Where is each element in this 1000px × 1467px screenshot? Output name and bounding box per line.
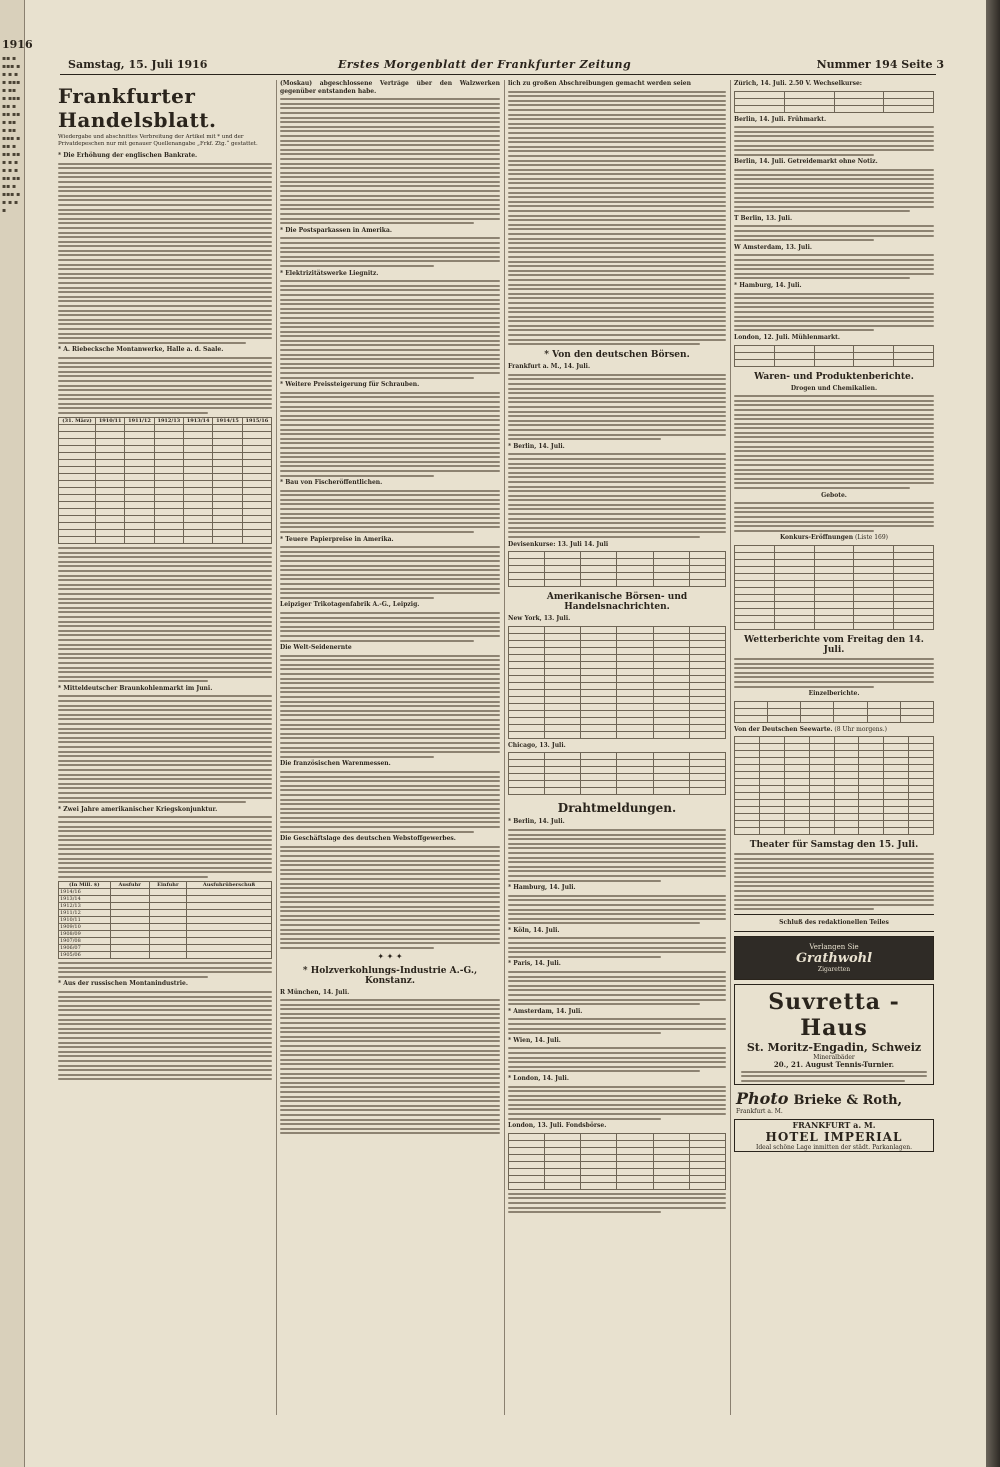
devisen-heading: Devisenkurse: 13. Juli 14. Juli — [508, 540, 609, 548]
section-subtitle: Wiedergabe und abschnittes Verbreitung der Artikel mit * und der Privatdepeschen nur mit genauer Quellenangabe „Frkf. Ztg.“ gestattet. — [58, 134, 258, 147]
article-lead: * Wien, 14. Juli. — [508, 1036, 561, 1044]
market-heading: New York, 13. Juli. — [508, 615, 571, 623]
article-heading: Die Welt-Seidenernte — [280, 644, 352, 652]
newyork-table — [508, 626, 726, 739]
article-text — [280, 612, 500, 642]
article-text — [508, 1018, 726, 1034]
editorial-end-notice: Schluß des redaktionellen Teiles — [779, 919, 889, 927]
section-heading: Wetterberichte vom Freitag den 14. Juli. — [744, 634, 924, 655]
ad-grathwohl: Verlangen Sie Grathwohl Zigaretten — [734, 936, 934, 980]
article-lead: lich zu großen Abschreibungen gemacht werden seien — [508, 80, 691, 87]
zurich-table — [734, 91, 934, 113]
article-text — [734, 254, 934, 279]
article-lead: * Berlin, 14. Juli. — [508, 442, 565, 450]
article-text — [734, 225, 934, 241]
article-heading: * Elektrizitätswerke Liegnitz. — [280, 269, 379, 277]
article-text — [280, 280, 500, 378]
article-text — [58, 695, 272, 803]
market-heading: Berlin, 14. Juli. Frühmarkt. — [734, 115, 827, 123]
market-heading: London, 13. Juli. Fondsbörse. — [508, 1122, 607, 1130]
article-heading: * Weitere Preissteigerung für Schrauben. — [280, 381, 420, 389]
ad-hotel-imperial: FRANKFURT a. M. HOTEL IMPERIAL Ideal schöne Lage inmitten der städt. Parkanlagen. — [734, 1119, 934, 1152]
market-heading: * Hamburg, 14. Juli. — [734, 282, 802, 289]
article-text — [280, 846, 500, 949]
article-text — [734, 658, 934, 688]
article-heading: * Aus der russischen Montanindustrie. — [58, 980, 188, 988]
market-heading: Berlin, 14. Juli. Getreidemarkt ohne Notiz. — [734, 158, 878, 166]
column-divider — [730, 80, 731, 1415]
article-lead: (Moskau) abgeschlossene Verträge über den Walzwerken gegenüber entstanden habe. — [280, 80, 500, 95]
article-lead: * Paris, 14. Juli. — [508, 960, 561, 968]
article-text — [508, 937, 726, 957]
article-lead: * Köln, 14. Juli. — [508, 926, 560, 934]
article-text — [734, 293, 934, 332]
section-heading: * Von den deutschen Börsen. — [544, 350, 690, 361]
article-heading: Leipziger Trikotagenfabrik A.-G., Leipzig. — [280, 601, 420, 609]
einzel-table — [734, 701, 934, 723]
section-heading: Waren- und Produktenberichte. — [754, 371, 914, 382]
article-text — [58, 547, 272, 682]
article-heading: * A. Riebecksche Montanwerke, Halle a. d. Saale. — [58, 346, 224, 354]
article-text — [508, 1086, 726, 1120]
article-heading: * Die Postsparkassen in Amerika. — [280, 226, 392, 234]
article-text — [58, 991, 272, 1080]
article-text — [734, 169, 934, 212]
article-text — [58, 962, 272, 978]
column-4 — [734, 80, 934, 1410]
article-text — [58, 816, 272, 878]
article-lead: * Amsterdam, 14. Juli. — [508, 1007, 583, 1015]
article-text — [508, 1193, 726, 1213]
article-text — [280, 655, 500, 758]
konkurs-heading: Konkurs-Eröffnungen (Liste 169) — [779, 534, 889, 542]
article-lead: * Hamburg, 14. Juli. — [508, 884, 576, 892]
article-heading: * Bau von Fischeröffentlichen. — [280, 479, 383, 487]
article-text — [508, 829, 726, 882]
london-mill-table — [734, 345, 934, 367]
article-text — [508, 453, 726, 538]
article-text — [58, 357, 272, 414]
subsection-heading: Gebote. — [821, 491, 847, 499]
article-text — [734, 853, 934, 910]
column-divider — [276, 80, 277, 1415]
article-text — [508, 971, 726, 1005]
article-lead: Frankfurt a. M., 14. Juli. — [508, 363, 591, 371]
ad-photo-brieke-roth: Photo Brieke & Roth, Frankfurt a. M. — [734, 1089, 934, 1115]
section-heading: Drahtmeldungen. — [557, 801, 677, 816]
article-heading: * Zwei Jahre amerikanischer Kriegskonjunktur. — [58, 805, 218, 813]
ad-suvretta-haus: Suvretta - Haus St. Moritz-Engadin, Schweiz Mineralbäder 20., 21. August Tennis-Turnier. — [734, 984, 934, 1085]
article-text — [508, 895, 726, 925]
article-text — [280, 546, 500, 599]
article-heading: Die Geschäftslage des deutschen Webstoffgewerbes. — [280, 835, 456, 843]
article-heading: * Holzverkohlungs-Industrie A.-G., Konstanz. — [302, 965, 478, 986]
konkurs-table — [734, 545, 934, 630]
article-text — [734, 126, 934, 156]
section-title: Frankfurter Handelsblatt. — [58, 84, 217, 132]
article-lead: * London, 14. Juli. — [508, 1074, 569, 1082]
devisen-table — [508, 551, 726, 587]
market-heading: London, 12. Juli. Mühlenmarkt. — [734, 333, 841, 341]
article-text — [280, 490, 500, 533]
issue-date: Samstag, 15. Juli 1916 — [68, 58, 208, 71]
article-heading: * Mitteldeutscher Braunkohlenmarkt im Juni. — [58, 684, 213, 692]
article-text — [508, 91, 726, 346]
subsection-heading: Von der Deutschen Seewarte. (8 Uhr morgens.) — [734, 725, 887, 733]
subsection-heading: Einzelberichte. — [808, 690, 860, 698]
page-number: Nummer 194 Seite 3 — [816, 58, 944, 71]
subsection-heading: Drogen und Chemikalien. — [790, 384, 878, 392]
chicago-table — [508, 752, 726, 795]
article-text — [508, 374, 726, 440]
section-heading: Amerikanische Börsen- und Handelsnachrichten. — [546, 592, 688, 613]
balance-table: (31. März) 1910/11 1911/12 1912/13 1913/14 1914/15 1915/16 — [58, 417, 272, 544]
article-text — [734, 395, 934, 489]
market-heading: W Amsterdam, 13. Juli. — [734, 243, 812, 251]
london-table — [508, 1133, 726, 1190]
seewarte-table — [734, 736, 934, 835]
market-heading: Zürich, 14. Juli. 2.50 V. Wechselkurse: — [734, 80, 862, 87]
article-text — [280, 98, 500, 224]
header-rule — [60, 74, 936, 75]
column-3 — [508, 80, 726, 1410]
column-2 — [280, 80, 500, 1410]
page-header — [48, 58, 944, 74]
left-page-number: 1916 — [2, 38, 33, 51]
article-lead: R München, 14. Juli. — [280, 988, 350, 996]
column-divider — [504, 80, 505, 1415]
article-text — [280, 392, 500, 477]
article-text — [280, 237, 500, 267]
article-lead: * Berlin, 14. Juli. — [508, 818, 565, 826]
trade-table: (In Mill. $) Ausfuhr Einfuhr Ausfuhrüberschuß 1914/16 1913/14 1912/13 1911/12 1910/11 1909/10 1908/09 1907/08 1906/07 1905/06 — [58, 881, 272, 959]
article-text — [734, 502, 934, 532]
section-heading: Theater für Samstag den 15. Juli. — [749, 840, 919, 851]
market-heading: Chicago, 13. Juli. — [508, 741, 566, 749]
article-heading: Die französischen Warenmessen. — [280, 760, 391, 768]
divider-ornament: ✦ ✦ ✦ — [377, 951, 403, 961]
previous-page-edge: 1916 ▪▪ ▪ ▪▪▪ ▪▪ ▪ ▪▪ ▪▪▪ ▪ ▪▪ ▪ ▪▪▪ ▪▪ ▪ ▪▪ ▪▪▪ ▪▪ ▪ ▪▪ ▪▪▪ ▪ ▪▪ ▪ ▪▪ ▪▪▪ ▪ ▪▪ ▪ ▪▪▪ ▪▪ ▪▪ ▪ ▪▪▪ ▪▪ ▪ ▪▪ — [0, 0, 25, 1467]
article-text — [58, 163, 272, 344]
article-text — [280, 999, 500, 1134]
article-heading: * Teuere Papierpreise in Amerika. — [280, 535, 394, 543]
masthead: Erstes Morgenblatt der Frankfurter Zeitung — [338, 58, 632, 71]
article-text — [508, 1047, 726, 1072]
article-text — [280, 771, 500, 833]
binding-spine — [986, 0, 1000, 1467]
article-lead: * Die Erhöhung der englischen Bankrate. — [58, 152, 198, 159]
column-1 — [58, 80, 272, 1410]
market-heading: T Berlin, 13. Juli. — [734, 214, 793, 222]
